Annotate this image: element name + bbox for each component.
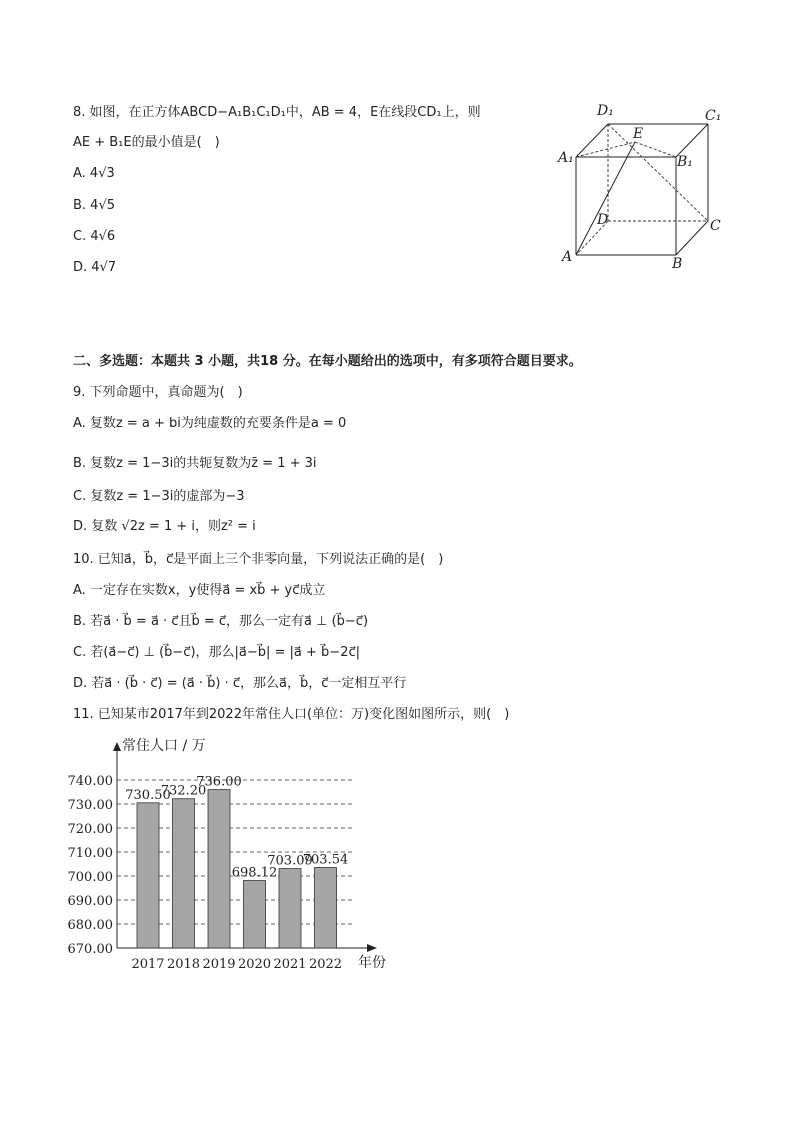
cube-label-c1: C₁	[705, 108, 722, 124]
chart-bar	[279, 869, 301, 948]
chart-value-label: 698.12	[231, 865, 278, 881]
chart-y-axis-arrow	[113, 742, 121, 751]
chart-value-label: 703.09	[267, 853, 313, 869]
cube-label-a1: A₁	[558, 150, 574, 166]
q10-option-b: B. 若a⃗ · b⃗ = a⃗ · c⃗且b⃗ = c⃗，那么一定有a⃗ ⊥ (b⃗−c⃗)	[73, 614, 369, 629]
chart-ytick-label: 740.00	[67, 774, 113, 789]
q9-option-c: C. 复数z = 1−3i的虚部为−3	[73, 489, 245, 504]
chart-xtick-label: 2022	[308, 957, 343, 972]
chart-xtick-label: 2017	[131, 957, 165, 972]
cube-label-b: B	[672, 256, 683, 272]
cube-label-d: D	[597, 212, 609, 228]
chart-xtick-label: 2018	[166, 957, 201, 972]
chart-xtick-label: 2019	[202, 957, 236, 972]
q8-option-c: C. 4√6	[73, 229, 116, 244]
q8-option-d: D. 4√7	[73, 260, 117, 275]
cube-label-e: E	[633, 126, 644, 142]
q8-option-a: A. 4√3	[73, 166, 115, 181]
chart-ytick-label: 700.00	[67, 870, 113, 885]
chart-ylabel: 常住人口 / 万	[122, 738, 206, 754]
cube-label-c: C	[710, 218, 721, 234]
chart-ytick-label: 710.00	[67, 846, 113, 861]
cube-figure	[555, 98, 745, 273]
q9-option-b: B. 复数z = 1−3i的共轭复数为z̄ = 1 + 3i	[73, 456, 317, 471]
q9-stem: 9. 下列命题中，真命题为( )	[73, 385, 243, 400]
chart-ytick-label: 680.00	[67, 918, 113, 933]
section2-heading: 二、多选题：本题共 3 小题，共18 分。在每小题给出的选项中，有多项符合题目要求。	[73, 354, 582, 369]
chart-ytick-label: 690.00	[67, 894, 113, 909]
chart-bar	[244, 881, 266, 948]
chart-bar	[173, 799, 195, 948]
q8-stem-line2: AE + B₁E的最小值是( )	[73, 135, 220, 150]
chart-ytick-label: 720.00	[67, 822, 113, 837]
chart-xlabel: 年份	[358, 955, 386, 971]
chart-value-label: 703.54	[302, 852, 349, 868]
cube-label-b1: B₁	[677, 154, 693, 170]
chart-xtick-label: 2021	[273, 957, 307, 972]
cube-label-d1: D₁	[597, 103, 614, 119]
chart-xtick-label: 2020	[237, 957, 272, 972]
chart-ytick-label: 670.00	[67, 942, 113, 957]
chart-bar	[315, 868, 337, 948]
q9-option-d: D. 复数 √2z = 1 + i，则z² = i	[73, 519, 256, 534]
chart-ytick-label: 730.00	[67, 798, 113, 813]
chart-value-label: 732.20	[160, 783, 207, 799]
chart-bar	[208, 790, 230, 948]
q10-option-a: A. 一定存在实数x，y使得a⃗ = xb⃗ + yc⃗成立	[73, 583, 326, 598]
q10-stem: 10. 已知a⃗，b⃗，c⃗是平面上三个非零向量，下列说法正确的是( )	[73, 552, 444, 567]
chart-bar	[137, 803, 159, 948]
q9-option-a: A. 复数z = a + bi为纯虚数的充要条件是a = 0	[73, 416, 347, 431]
chart-value-label: 730.50	[125, 787, 171, 803]
chart-x-axis-arrow	[367, 944, 377, 952]
population-bar-chart	[62, 733, 402, 973]
q10-option-d: D. 若a⃗ · (b⃗ · c⃗) = (a⃗ · b⃗) · c⃗，那么a⃗，b⃗，c⃗一定相互平行	[73, 676, 407, 691]
q11-stem: 11. 已知某市2017年到2022年常住人口(单位：万)变化图如图所示，则( )	[73, 707, 510, 722]
cube-label-a: A	[562, 249, 573, 265]
q10-option-c: C. 若(a⃗−c⃗) ⊥ (b⃗−c⃗)，那么|a⃗−b⃗| = |a⃗ + b⃗−2c⃗|	[73, 645, 360, 660]
chart-value-label: 736.00	[196, 774, 242, 790]
q8-option-b: B. 4√5	[73, 198, 116, 213]
q8-stem-line1: 8. 如图，在正方体ABCD−A₁B₁C₁D₁中，AB = 4，E在线段CD₁上，则	[73, 105, 481, 120]
